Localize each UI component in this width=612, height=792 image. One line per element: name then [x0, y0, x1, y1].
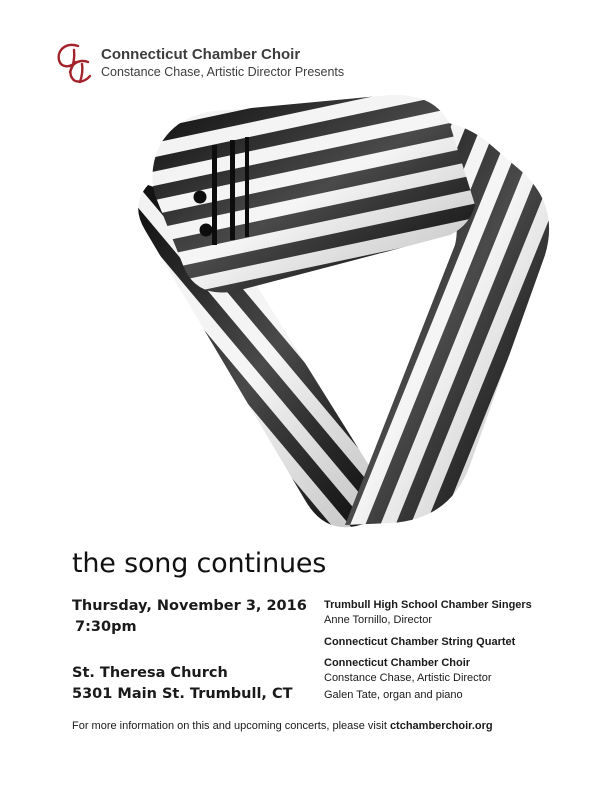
performer-name: Connecticut Chamber Choir: [324, 657, 471, 669]
performer-detail: Constance Chase, Artistic Director: [324, 672, 492, 684]
footer-text: For more information on this and upcoming concerts, please visit: [72, 720, 390, 732]
performer-name: Connecticut Chamber String Quartet: [324, 636, 516, 648]
footer-info: [72, 720, 493, 732]
presenter-subtitle: Constance Chase, Artistic Director Presents: [101, 65, 345, 79]
cc-monogram-logo-icon: [52, 40, 100, 86]
event-title: the song continues: [72, 548, 327, 579]
event-venue: St. Theresa Church: [72, 665, 228, 681]
striped-ribbon-artwork-icon: [90, 85, 560, 545]
performer-name: Trumbull High School Chamber Singers: [324, 599, 532, 611]
event-address: 5301 Main St. Trumbull, CT: [72, 686, 293, 702]
org-name: Connecticut Chamber Choir: [101, 46, 301, 63]
performer-detail: Galen Tate, organ and piano: [324, 689, 463, 701]
event-date: Thursday, November 3, 2016: [72, 598, 307, 614]
event-time: 7:30pm: [75, 619, 137, 635]
website-link[interactable]: ctchamberchoir.org: [389, 720, 493, 732]
performer-detail: Anne Tornillo, Director: [324, 614, 433, 626]
